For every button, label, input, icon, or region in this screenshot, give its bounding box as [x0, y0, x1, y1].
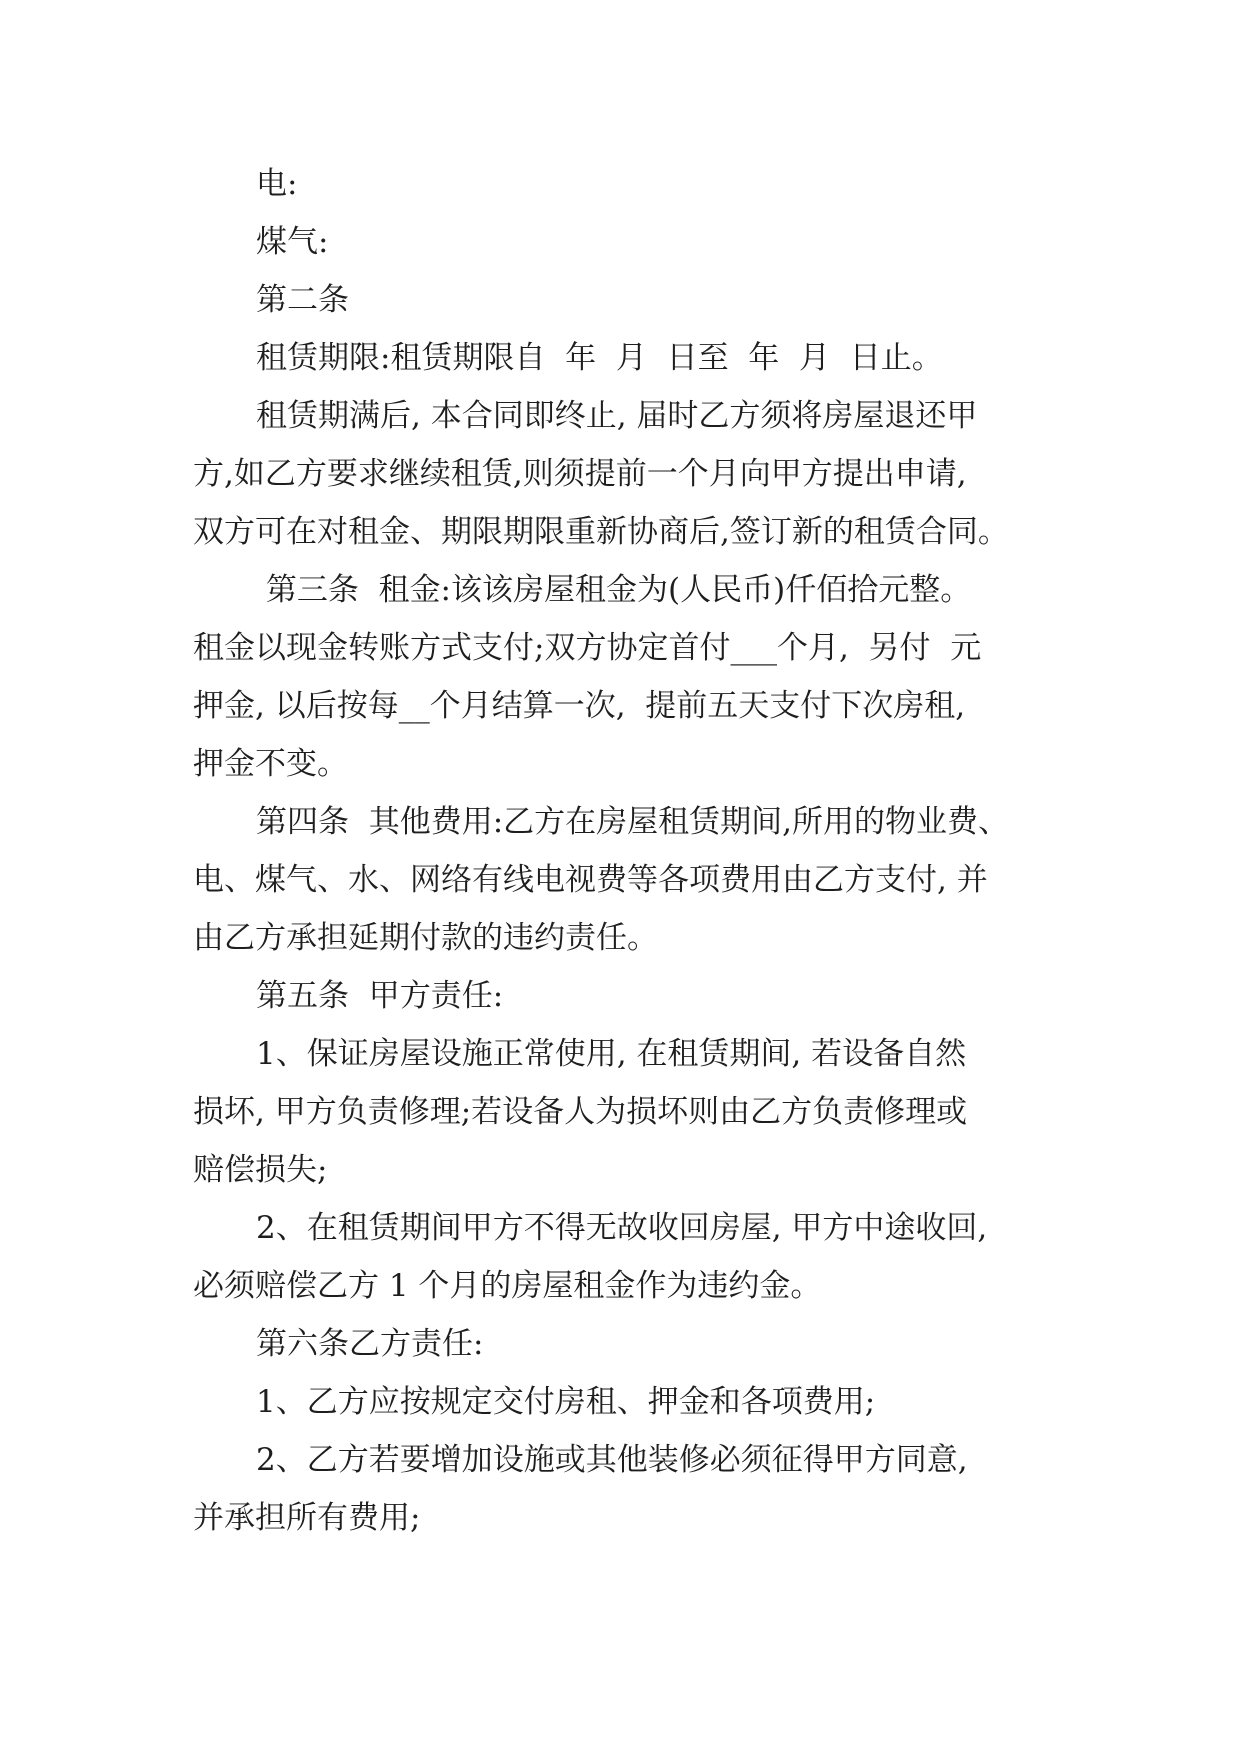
- article-3-heading: 第三条 租金:该该房屋租金为(人民币)仟佰拾元整。: [256, 572, 972, 608]
- article-5-heading: 第五条 甲方责任:: [256, 978, 504, 1014]
- text-line: 押金, 以后按每__个月结算一次, 提前五天支付下次房租,: [193, 688, 966, 724]
- text-line: 2、在租赁期间甲方不得无故收回房屋, 甲方中途收回,: [256, 1210, 988, 1246]
- text-line-gas: 煤气:: [256, 224, 329, 260]
- text-line-electricity: 电:: [256, 166, 298, 202]
- article-6-heading: 第六条乙方责任:: [256, 1326, 484, 1362]
- text-line: 1、乙方应按规定交付房租、押金和各项费用;: [256, 1384, 876, 1420]
- text-line: 由乙方承担延期付款的违约责任。: [193, 920, 658, 956]
- text-line: 方,如乙方要求继续租赁,则须提前一个月向甲方提出申请,: [193, 456, 967, 492]
- text-line: 1、保证房屋设施正常使用, 在租赁期间, 若设备自然: [256, 1036, 967, 1072]
- text-line: 租金以现金转账方式支付;双方协定首付___个月, 另付 元: [193, 630, 982, 666]
- article-4-heading: 第四条 其他费用:乙方在房屋租赁期间,所用的物业费、: [256, 804, 1010, 840]
- text-line: 赔偿损失;: [193, 1152, 328, 1188]
- text-line: 损坏, 甲方负责修理;若设备人为损坏则由乙方负责修理或: [193, 1094, 968, 1130]
- text-line: 并承担所有费用;: [193, 1500, 421, 1536]
- text-line-lease-term: 租赁期限:租赁期限自 年 月 日至 年 月 日止。: [256, 340, 943, 376]
- text-line: 必须赔偿乙方 1 个月的房屋租金作为违约金。: [193, 1268, 822, 1304]
- article-2-heading: 第二条: [256, 282, 349, 318]
- text-line: 双方可在对租金、期限期限重新协商后,签订新的租赁合同。: [193, 514, 1009, 550]
- text-line: 2、乙方若要增加设施或其他装修必须征得甲方同意,: [256, 1442, 968, 1478]
- text-line: 电、煤气、水、网络有线电视费等各项费用由乙方支付, 并: [193, 862, 988, 898]
- text-line: 押金不变。: [193, 746, 348, 782]
- text-line: 租赁期满后, 本合同即终止, 届时乙方须将房屋退还甲: [256, 398, 978, 434]
